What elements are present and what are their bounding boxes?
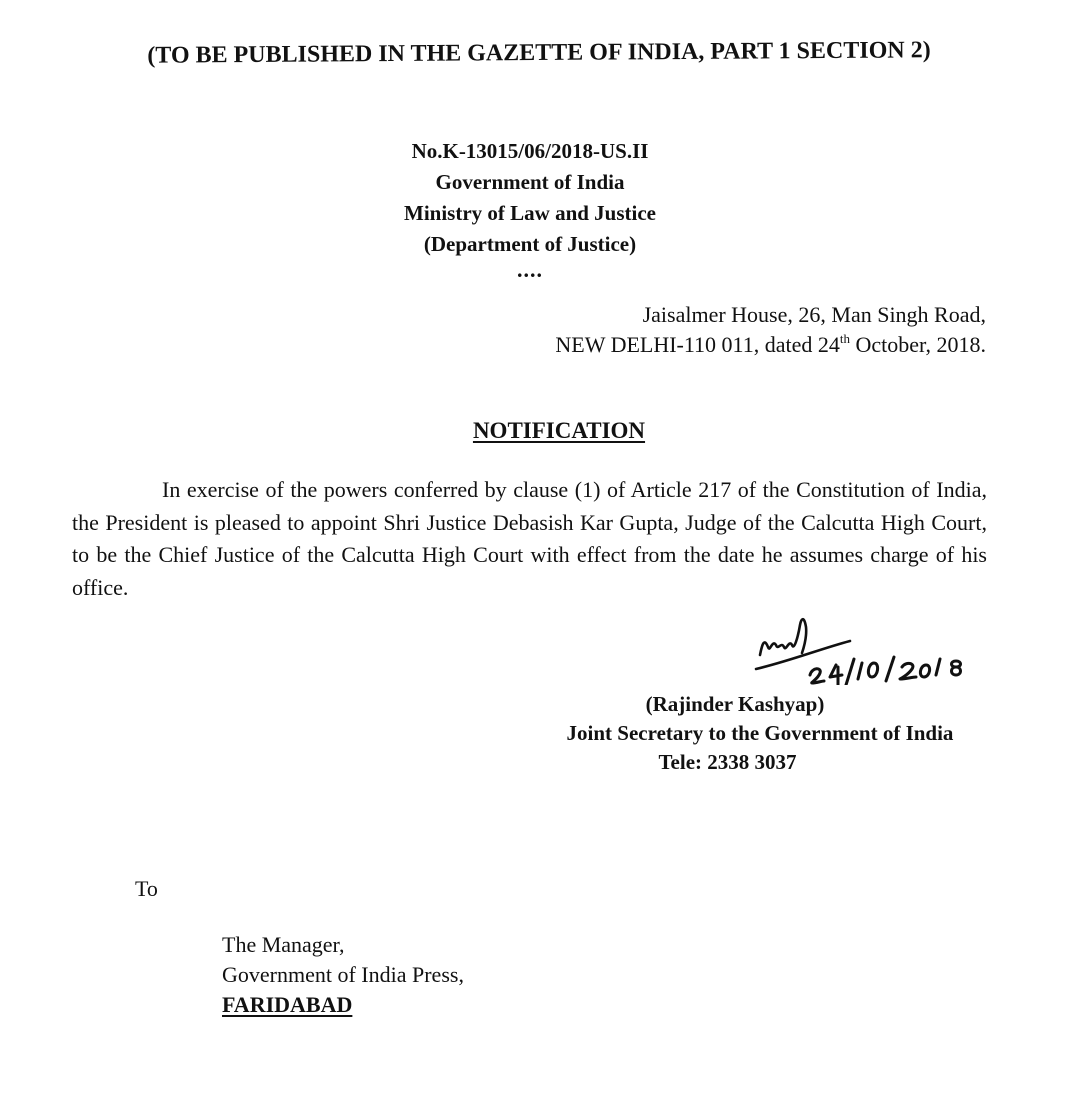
signatory-designation: Joint Secretary to the Government of India	[566, 721, 954, 745]
signatory-block	[500, 690, 1020, 777]
address-line-1: Jaisalmer House, 26, Man Singh Road,	[642, 302, 986, 327]
file-number: No.K-13015/06/2018-US.II	[411, 139, 649, 163]
gazette-publication-note: (TO BE PUBLISHED IN THE GAZETTE OF INDIA, PART 1 SECTION 2)	[147, 37, 931, 69]
handwritten-signature	[750, 605, 990, 685]
department-name: (Department of Justice)	[423, 232, 637, 256]
government-name: Government of India	[435, 170, 625, 194]
signatory-telephone: Tele: 2338 3037	[658, 750, 797, 774]
to-label: To	[135, 876, 158, 901]
address-block	[555, 300, 986, 360]
date-ordinal-suffix: th	[839, 331, 851, 346]
notification-body: In exercise of the powers conferred by clause (1) of Article 217 of the Constitution of India, the President is pleased to appoint Shri Justice Debasish Kar Gupta, Judge of the Calcutta High Court, to be the Chief Justice of the Calcutta High Court with effect from the date he assumes charge of his office.	[72, 477, 987, 600]
notification-title: NOTIFICATION	[472, 418, 646, 443]
address-date-rest: October, 2018.	[850, 332, 986, 357]
recipient-address	[222, 930, 464, 1020]
recipient-title: The Manager,	[222, 932, 345, 957]
ministry-name: Ministry of Law and Justice	[404, 201, 656, 225]
address-city-date: NEW DELHI-110 011, dated 24	[555, 332, 840, 357]
signatory-name: (Rajinder Kashyap)	[645, 692, 825, 716]
recipient-organization: Government of India Press,	[222, 962, 464, 987]
recipient-city: FARIDABAD	[222, 992, 353, 1017]
document-header	[300, 136, 760, 280]
separator-dots: ....	[517, 257, 543, 282]
address-line-2	[555, 330, 986, 360]
